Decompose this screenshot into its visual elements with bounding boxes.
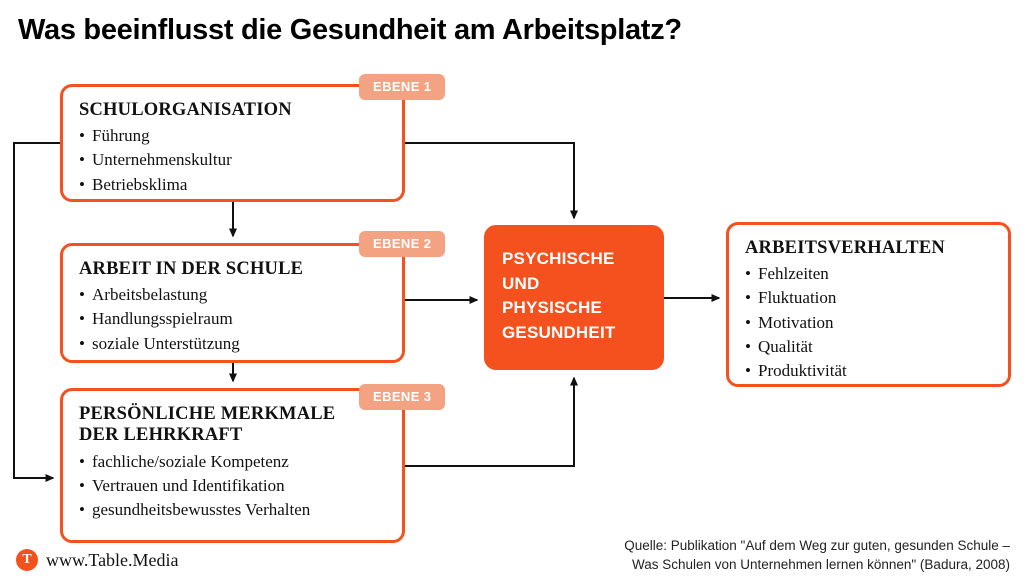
level-tag-3: EBENE 3 [359, 384, 445, 410]
level-tag-2: EBENE 2 [359, 231, 445, 257]
box-arbeit-in-der-schule [60, 243, 405, 363]
list-item: • Produktivität [745, 359, 992, 383]
box-arbeit-in-der-schule-list [79, 283, 386, 355]
box-schulorganisation [60, 84, 405, 202]
box-schulorganisation-title: SCHULORGANISATION [79, 100, 292, 120]
footer-logo[interactable] [16, 549, 179, 571]
box-arbeitsverhalten-list [745, 262, 992, 383]
list-item: • Unternehmenskultur [79, 148, 386, 172]
footer-brand-label: www.Table.Media [46, 549, 179, 570]
box-arbeitsverhalten [726, 222, 1011, 387]
box-gesundheit-line3: PHYSISCHE [502, 298, 603, 318]
list-item: • Arbeitsbelastung [79, 283, 386, 307]
list-item: • Fluktuation [745, 286, 992, 310]
source-note [624, 536, 1010, 575]
list-item: • Motivation [745, 311, 992, 335]
table-media-logo-icon: T [16, 549, 38, 571]
box-arbeit-in-der-schule-title: ARBEIT IN DER SCHULE [79, 259, 304, 279]
box-schulorganisation-list [79, 124, 386, 196]
list-item: • Handlungsspielraum [79, 307, 386, 331]
box-persoenliche-merkmale-title-line2: DER LEHRKRAFT [79, 425, 243, 446]
box-persoenliche-merkmale-title-line1: PERSÖNLICHE MERKMALE [79, 404, 336, 424]
level-tag-1: EBENE 1 [359, 74, 445, 100]
source-line-2: Was Schulen von Unternehmen lernen können" (Badura, 2008) [631, 557, 1010, 573]
source-line-1: Quelle: Publikation "Auf dem Weg zur guten, gesunden Schule – [624, 537, 1010, 553]
box-persoenliche-merkmale [60, 388, 405, 543]
list-item: • gesundheitsbewusstes Verhalten [79, 498, 386, 522]
list-item: • soziale Unterstützung [79, 332, 386, 356]
page-title: Was beeinflusst die Gesundheit am Arbeitsplatz? [18, 14, 682, 46]
list-item: • Vertrauen und Identifikation [79, 474, 386, 498]
list-item: • Qualität [745, 335, 992, 359]
box-gesundheit-line4: GESUNDHEIT [502, 322, 616, 342]
list-item: • fachliche/soziale Kompetenz [79, 450, 386, 474]
list-item: • Fehlzeiten [745, 262, 992, 286]
box-arbeitsverhalten-title: ARBEITSVERHALTEN [745, 238, 945, 258]
box-gesundheit-line2: UND [502, 273, 540, 293]
box-gesundheit [484, 225, 664, 370]
box-persoenliche-merkmale-list [79, 450, 386, 522]
list-item: • Betriebsklima [79, 173, 386, 197]
box-gesundheit-line1: PSYCHISCHE [502, 249, 615, 268]
list-item: • Führung [79, 124, 386, 148]
